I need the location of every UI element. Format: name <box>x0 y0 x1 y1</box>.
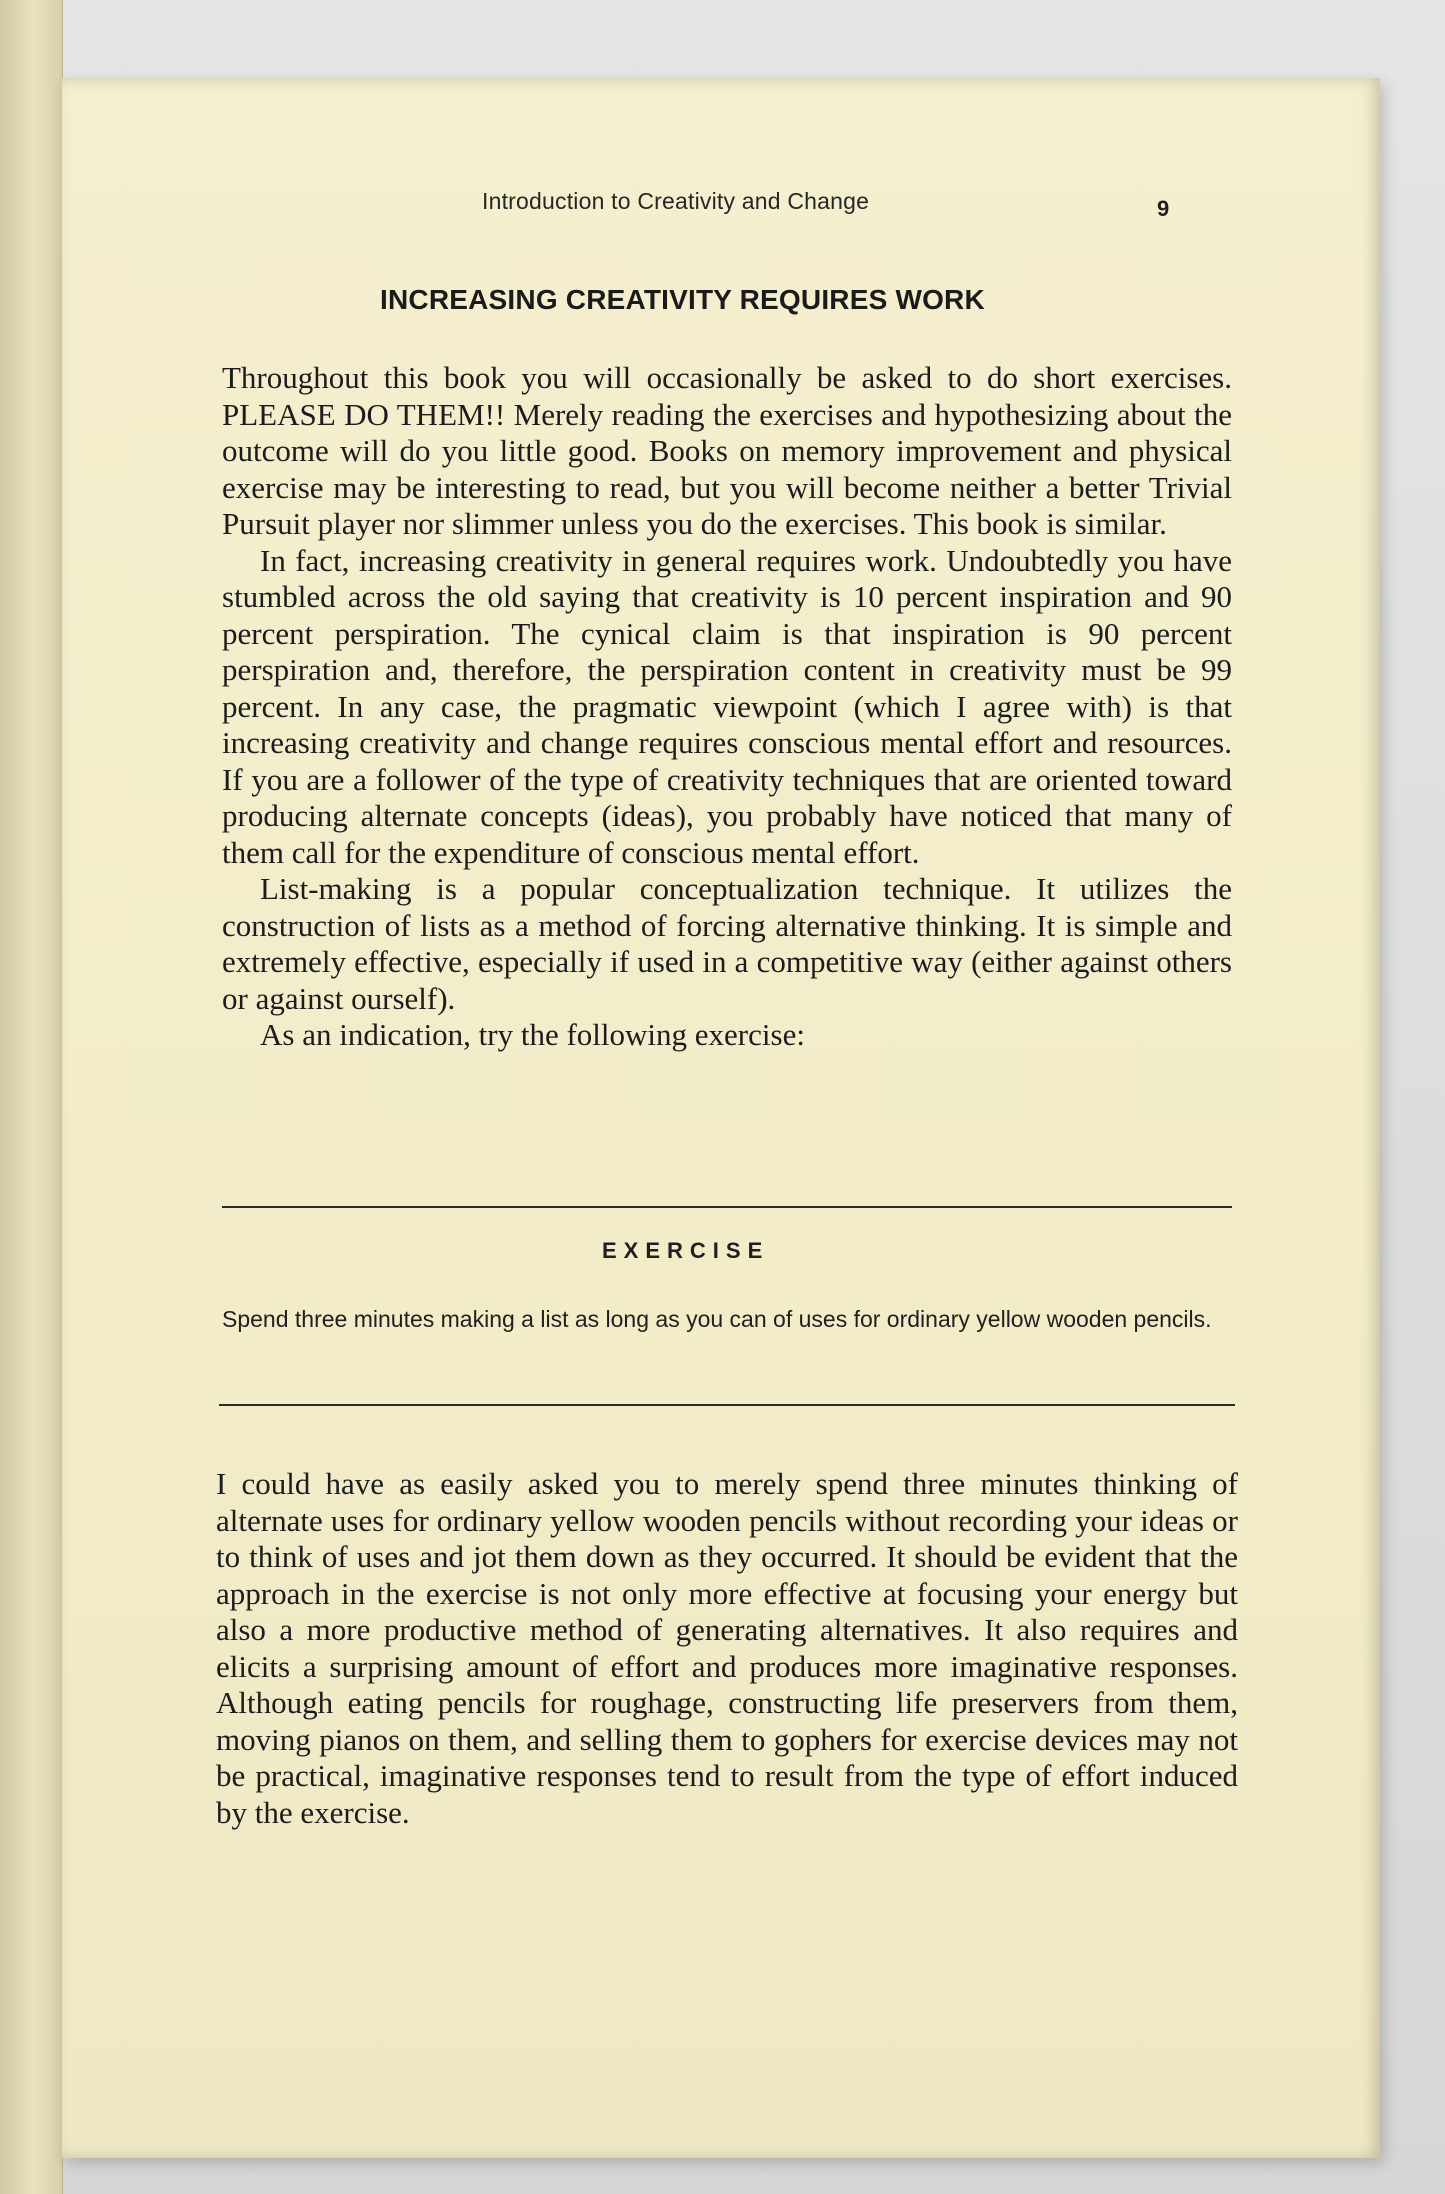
exercise-label: EXERCISE <box>602 1238 770 1263</box>
exercise-top-rule <box>222 1206 1232 1208</box>
body-text-after-exercise <box>216 1466 1238 1831</box>
paragraph-4: As an indication, try the following exercise: <box>260 1017 805 1052</box>
section-heading: INCREASING CREATIVITY REQUIRES WORK <box>380 284 985 315</box>
paragraph-2: In fact, increasing creativity in general requires work. Undoubtedly you have stumbled across the old saying that creativity is 10 percent inspiration and 90 percent perspiration. The cynical claim is that inspiration is 90 percent perspiration and, therefore, the perspiration content in creativity must be 99 percent. In any case, the pragmatic viewpoint (which I agree with) is that increasing creativity and change requires conscious mental effort and resources. If you are a follower of the type of creativity techniques that are oriented toward producing alternate concepts (ideas), you probably have noticed that many of them call for the expenditure of conscious mental effort. <box>222 542 1232 870</box>
body-text-before-exercise <box>222 360 1232 1054</box>
paragraph-3: List-making is a popular conceptualization technique. It utilizes the construction of lists as a method of forcing alternative thinking. It is simple and extremely effective, especially if used in a competitive way (either against others or against ourself). <box>222 871 1232 1016</box>
exercise-instruction: Spend three minutes making a list as long as you can of uses for ordinary yellow wooden pencils. <box>222 1306 1212 1332</box>
running-head: Introduction to Creativity and Change <box>482 188 870 214</box>
paragraph-1: Throughout this book you will occasionally be asked to do short exercises. PLEASE DO THEM!! Merely reading the exercises and hypothesizing about the outcome will do you little good. Books on memory improvement and physical exercise may be interesting to read, but you will become neither a better Trivial Pursuit player nor slimmer unless you do the exercises. This book is similar. <box>222 360 1232 541</box>
exercise-bottom-rule <box>219 1404 1235 1406</box>
paragraph-5: I could have as easily asked you to merely spend three minutes thinking of alternate uses for ordinary yellow wooden pencils without recording your ideas or to think of uses and jot them down as they occurred. It should be evident that the approach in the exercise is not only more effective at focusing your energy but also a more productive method of generating alternatives. It also requires and elicits a surprising amount of effort and produces more imaginative responses. Although eating pencils for roughage, constructing life preservers from them, moving pianos on them, and selling them to gophers for exercise devices may not be practical, imaginative responses tend to result from the type of effort induced by the exercise. <box>216 1466 1238 1830</box>
page-number: 9 <box>1157 196 1170 221</box>
facing-page-edge <box>0 0 63 2194</box>
exercise-text <box>222 1304 1234 1335</box>
book-page <box>62 78 1380 2158</box>
